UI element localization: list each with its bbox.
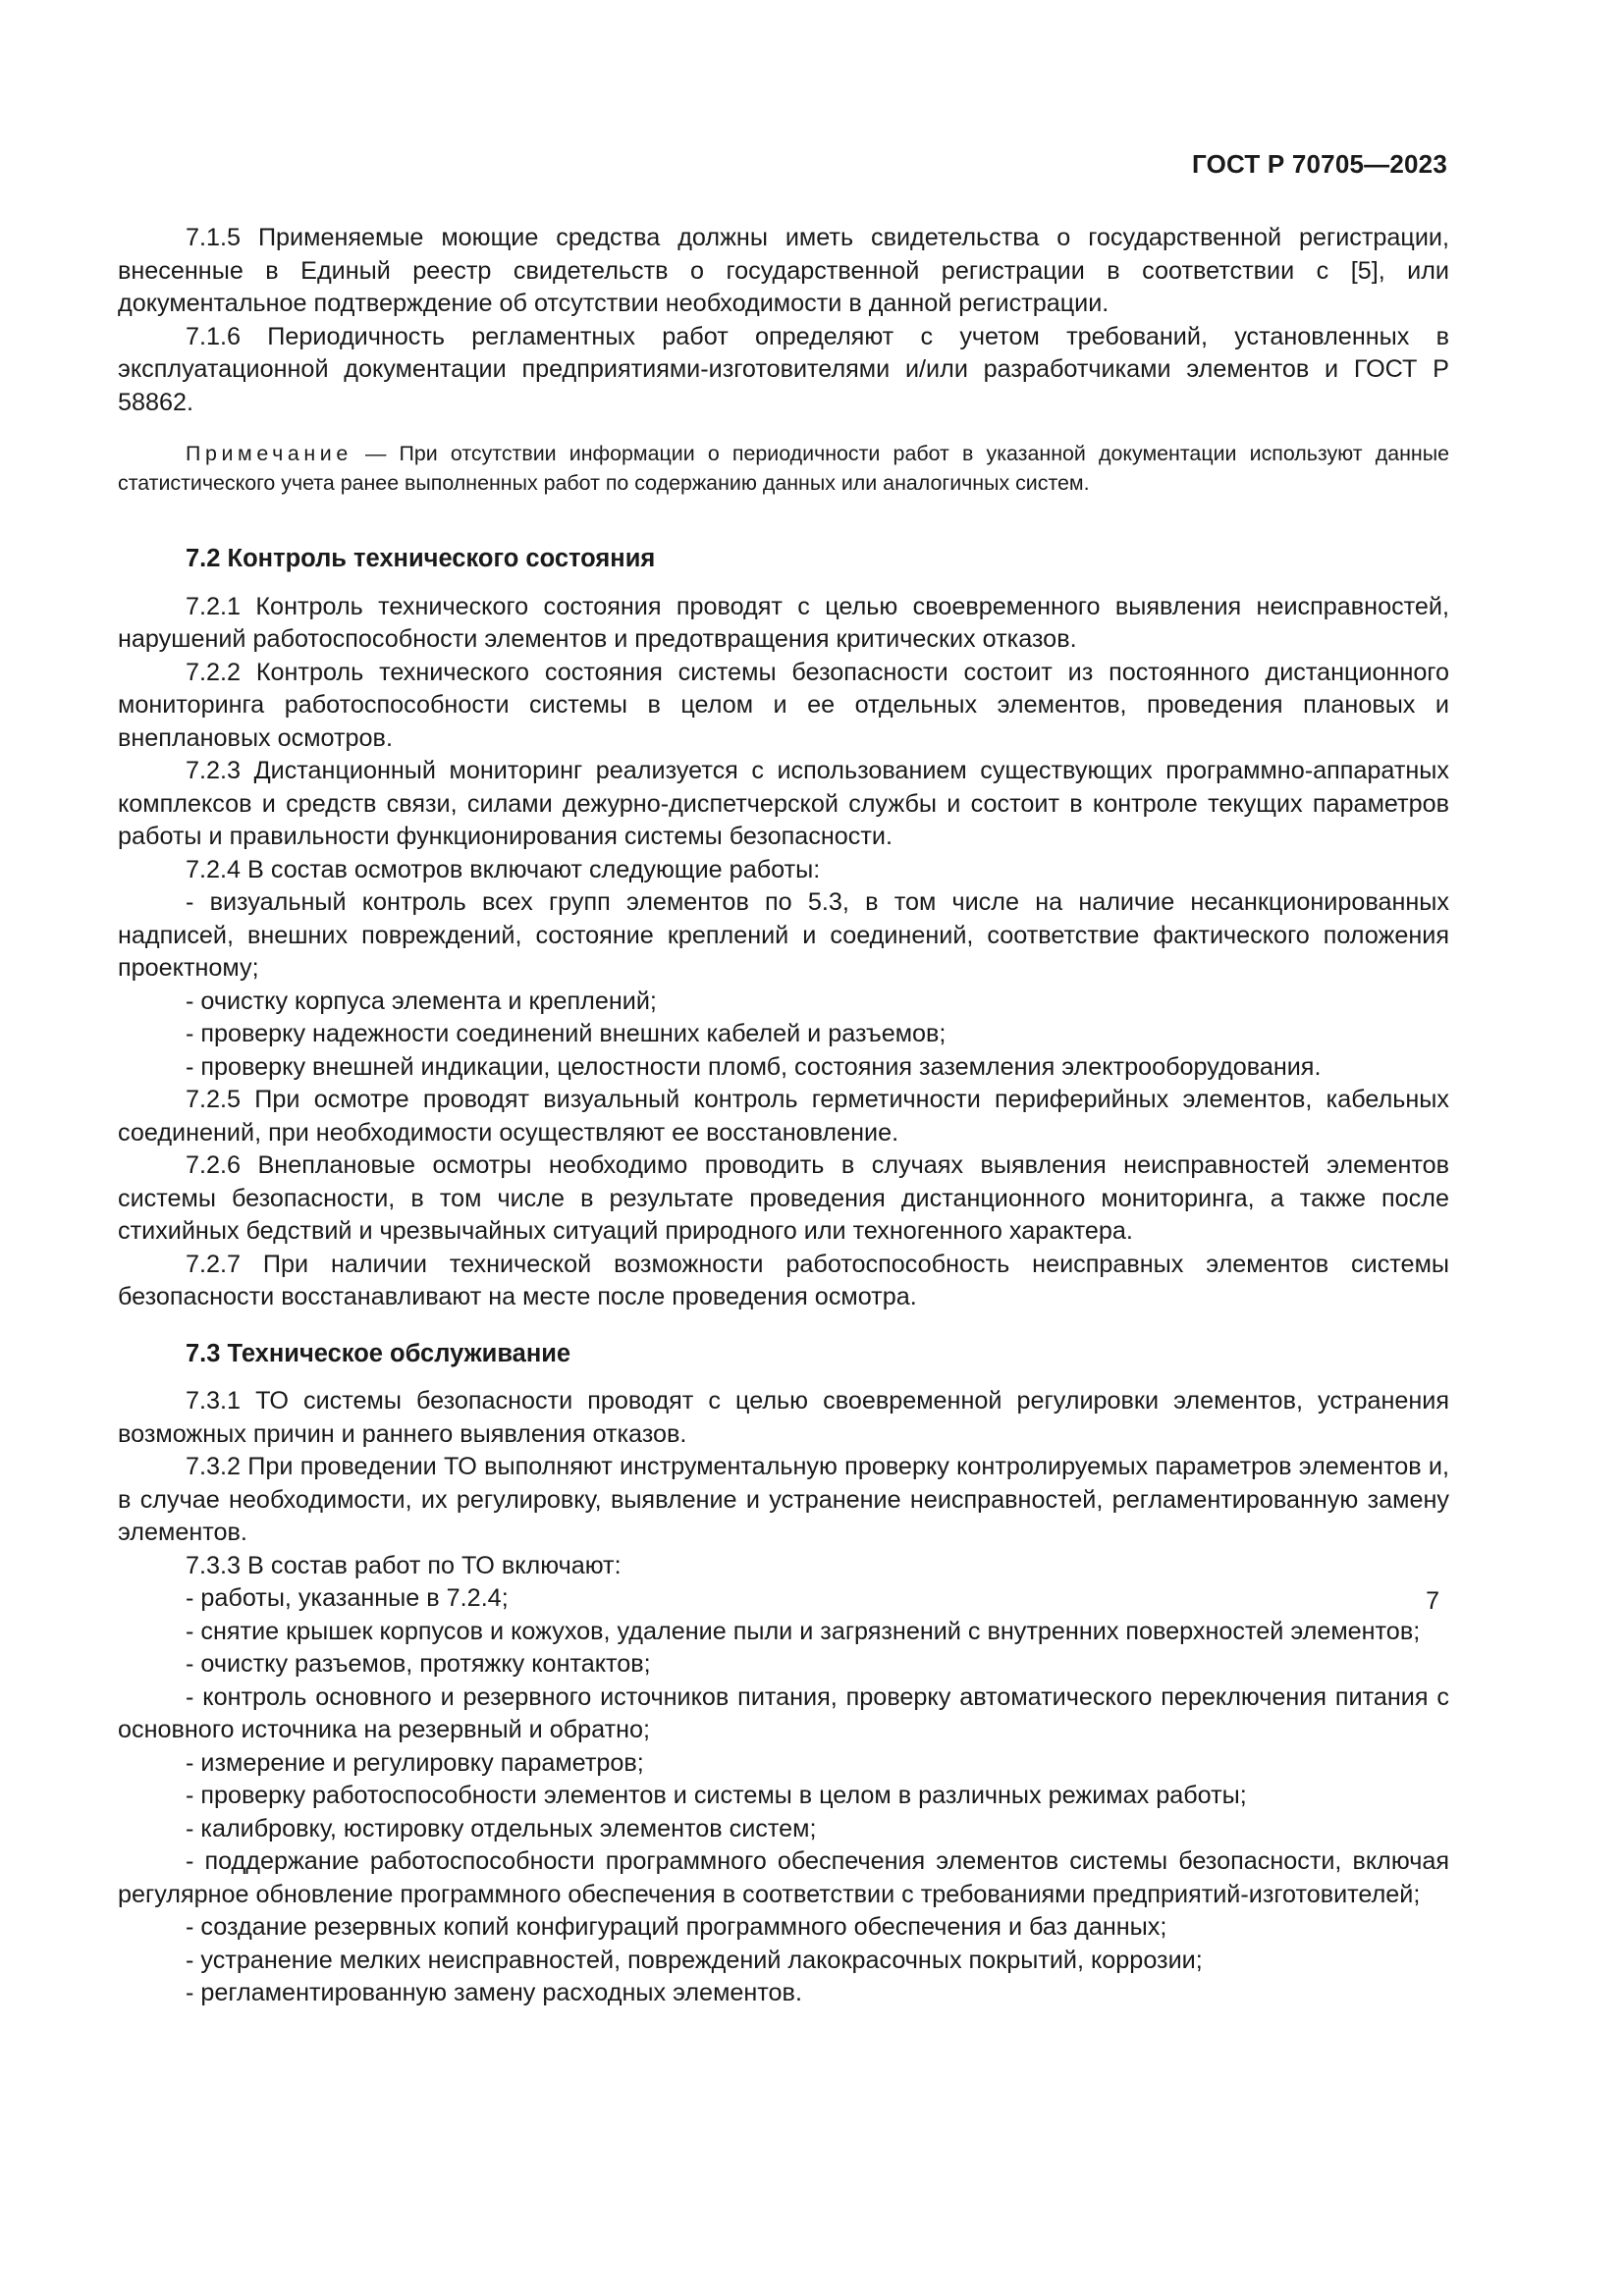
clause-7-2-1: 7.2.1 Контроль технического состояния проводят с целью своевременного выявления неисправностей, нарушений работоспособности элементов и предотвращения критических отказов.: [118, 592, 1449, 653]
document-code: ГОСТ Р 70705—2023: [1192, 149, 1447, 179]
list-item: - поддержание работоспособности программного обеспечения элементов системы безопасности, включая регулярное обновление программного обеспечения в соответствии с требованиями предприятий-изготовителей;: [118, 1847, 1449, 1908]
clause-7-3-1: 7.3.1 ТО системы безопасности проводят с целью своевременной регулировки элементов, устранения возможных причин и раннего выявления отказов.: [118, 1387, 1449, 1448]
clause-7-2-6: 7.2.6 Внеплановые осмотры необходимо проводить в случаях выявления неисправностей элементов системы безопасности, в том числе в результате проведения дистанционного мониторинга, а также после стихийных бедствий и чрезвычайных ситуаций природного или техногенного характера.: [118, 1151, 1449, 1245]
list-item: - очистку разъемов, протяжку контактов;: [186, 1650, 651, 1678]
list-item: - проверку внешней индикации, целостности пломб, состояния заземления электрооборудования.: [186, 1052, 1322, 1081]
list-item: - очистку корпуса элемента и креплений;: [186, 987, 657, 1015]
section-heading-7-2: 7.2 Контроль технического состояния: [186, 545, 656, 572]
clause-7-2-7: 7.2.7 При наличии технической возможности работоспособность неисправных элементов системы безопасности восстанавливают на месте после проведения осмотра.: [118, 1250, 1449, 1310]
clause-7-2-5: 7.2.5 При осмотре проводят визуальный контроль герметичности периферийных элементов, кабельных соединений, при необходимости осуществляют ее восстановление.: [118, 1086, 1449, 1147]
section-heading-7-3: 7.3 Техническое обслуживание: [186, 1339, 571, 1367]
clause-7-2-2: 7.2.2 Контроль технического состояния системы безопасности состоит из постоянного дистанционного мониторинга работоспособности системы в целом и ее отдельных элементов, проведения плановых и внеплановых осмотров.: [118, 658, 1449, 752]
list-item: - проверку надежности соединений внешних кабелей и разъемов;: [186, 1020, 947, 1047]
clause-7-2-4: 7.2.4 В состав осмотров включают следующие работы:: [186, 855, 821, 883]
list-item: - создание резервных копий конфигураций программного обеспечения и баз данных;: [186, 1913, 1167, 1941]
list-item: - калибровку, юстировку отдельных элементов систем;: [186, 1814, 817, 1842]
clause-7-1-5: 7.1.5 Применяемые моющие средства должны иметь свидетельства о государственной регистрации, внесенные в Единый реестр свидетельств о государственной регистрации в соответствии с [5], или документальное подтверждение об отсутствии необходимости в данной регистрации.: [118, 224, 1449, 317]
note-label: Примечание: [186, 442, 352, 465]
list-item: - регламентированную замену расходных элементов.: [186, 1979, 802, 2006]
clause-7-2-3: 7.2.3 Дистанционный мониторинг реализуется с использованием существующих программно-аппаратных комплексов и средств связи, силами дежурно-диспетчерской службы и состоит в контроле текущих параметров работы и правильности функционирования системы безопасности.: [118, 757, 1449, 850]
note-paragraph: [118, 439, 1449, 498]
list-item: - визуальный контроль всех групп элементов по 5.3, в том числе на наличие несанкционированных надписей, внешних повреждений, состояние креплений и соединений, соответствие фактического положения проектному;: [118, 888, 1449, 982]
document-body: [118, 222, 1449, 2010]
list-item: - устранение мелких неисправностей, повреждений лакокрасочных покрытий, коррозии;: [186, 1946, 1203, 1974]
page-number: 7: [1426, 1587, 1439, 1615]
clause-7-3-3: 7.3.3 В состав работ по ТО включают:: [186, 1551, 622, 1579]
note-text: — При отсутствии информации о периодичности работ в указанной документации используют данные статистического учета ранее выполненных работ по содержанию данных или аналогичных систем.: [118, 442, 1449, 495]
list-item: - контроль основного и резервного источников питания, проверку автоматического переключения питания с основного источника на резервный и обратно;: [118, 1682, 1449, 1743]
clause-7-3-2: 7.3.2 При проведении ТО выполняют инструментальную проверку контролируемых параметров элементов и, в случае необходимости, их регулировку, выявление и устранение неисправностей, регламентированную замену элементов.: [118, 1453, 1449, 1546]
list-item: - измерение и регулировку параметров;: [186, 1748, 644, 1777]
list-item: - снятие крышек корпусов и кожухов, удаление пыли и загрязнений с внутренних поверхностей элементов;: [186, 1617, 1421, 1645]
list-item: - проверку работоспособности элементов и системы в целом в различных режимах работы;: [186, 1782, 1247, 1809]
list-item: - работы, указанные в 7.2.4;: [186, 1584, 509, 1612]
clause-7-1-6: 7.1.6 Периодичность регламентных работ определяют с учетом требований, установленных в эксплуатационной документации предприятиями-изготовителями и/или разработчиками элементов и ГОСТ Р 58862.: [118, 322, 1449, 416]
